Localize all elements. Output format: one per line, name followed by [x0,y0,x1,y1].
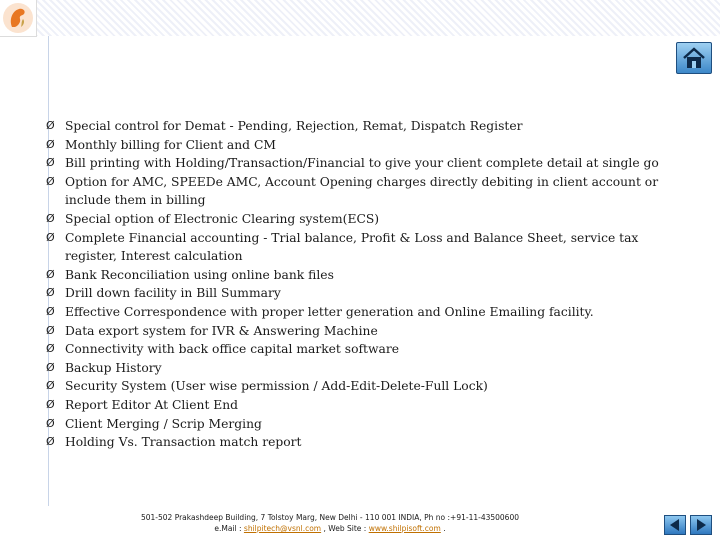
arrow-bullet-icon: Ø [46,379,55,393]
email-label: e.Mail : [214,524,244,533]
list-item [46,173,676,210]
arrow-bullet-icon: Ø [46,230,55,244]
list-item-text: Drill down facility in Bill Summary [65,286,281,301]
list-item-text: Monthly billing for Client and CM [65,137,276,152]
arrow-bullet-icon: Ø [46,323,55,337]
list-item [46,322,676,341]
arrow-bullet-icon: Ø [46,286,55,300]
feature-list [46,117,676,452]
company-logo-icon [0,0,37,37]
list-item-text: Effective Correspondence with proper letter generation and Online Emailing facility. [65,304,594,319]
list-item-text: Bill printing with Holding/Transaction/Financial to give your client complete detail at single go [65,156,659,171]
list-item-text: Data export system for IVR & Answering Machine [65,323,378,338]
list-item [46,415,676,434]
list-item-text: Holding Vs. Transaction match report [65,435,302,450]
home-icon [677,43,711,73]
list-item-text: Security System (User wise permission / Add-Edit-Delete-Full Lock) [65,379,488,394]
list-item-text: Special option of Electronic Clearing system(ECS) [65,211,380,226]
arrow-bullet-icon: Ø [46,342,55,356]
list-item [46,136,676,155]
list-item [46,377,676,396]
list-item [46,396,676,415]
list-item-text: Backup History [65,360,162,375]
footer-links-line [60,523,600,534]
next-slide-icon [691,516,711,534]
home-button[interactable] [676,42,712,74]
footer-trailing: . [440,524,446,533]
list-item-text: Bank Reconciliation using online bank files [65,267,334,282]
email-link[interactable]: shilpitech@vsnl.com [243,524,322,533]
arrow-bullet-icon: Ø [46,435,55,449]
arrow-bullet-icon: Ø [46,156,55,170]
arrow-bullet-icon: Ø [46,137,55,151]
list-item-text: Special control for Demat - Pending, Rejection, Remat, Dispatch Register [65,119,523,133]
list-item-text: Option for AMC, SPEEDe AMC, Account Opening charges directly debiting in client account or include them in billing [65,174,659,208]
list-item [46,340,676,359]
list-item [46,284,676,303]
list-item-text: Client Merging / Scrip Merging [65,416,262,431]
next-slide-button[interactable] [690,515,712,535]
list-item [46,303,676,322]
footer-contact [60,512,600,534]
list-item-text: Report Editor At Client End [65,397,239,412]
list-item [46,210,676,229]
list-item [46,117,676,136]
arrow-bullet-icon: Ø [46,119,55,132]
arrow-bullet-icon: Ø [46,397,55,411]
previous-slide-button[interactable] [664,515,686,535]
list-item-text: Connectivity with back office capital market software [65,342,399,357]
arrow-bullet-icon: Ø [46,416,55,430]
arrow-bullet-icon: Ø [46,360,55,374]
list-item [46,359,676,378]
web-label: , Web Site : [321,524,369,533]
arrow-bullet-icon: Ø [46,174,55,188]
list-item [46,266,676,285]
arrow-bullet-icon: Ø [46,304,55,318]
list-item-text: Complete Financial accounting - Trial balance, Profit & Loss and Balance Sheet, service tax register, Interest calculation [65,230,639,264]
previous-slide-icon [665,516,685,534]
footer-address: 501-502 Prakashdeep Building, 7 Tolstoy Marg, New Delhi - 110 001 INDIA, Ph no :+91-11-43500600 [140,513,520,522]
list-item [46,433,676,452]
website-link[interactable]: www.shilpisoft.com [368,524,441,533]
arrow-bullet-icon: Ø [46,211,55,225]
list-item [46,229,676,266]
header-band [0,0,720,36]
list-item [46,154,676,173]
arrow-bullet-icon: Ø [46,267,55,281]
